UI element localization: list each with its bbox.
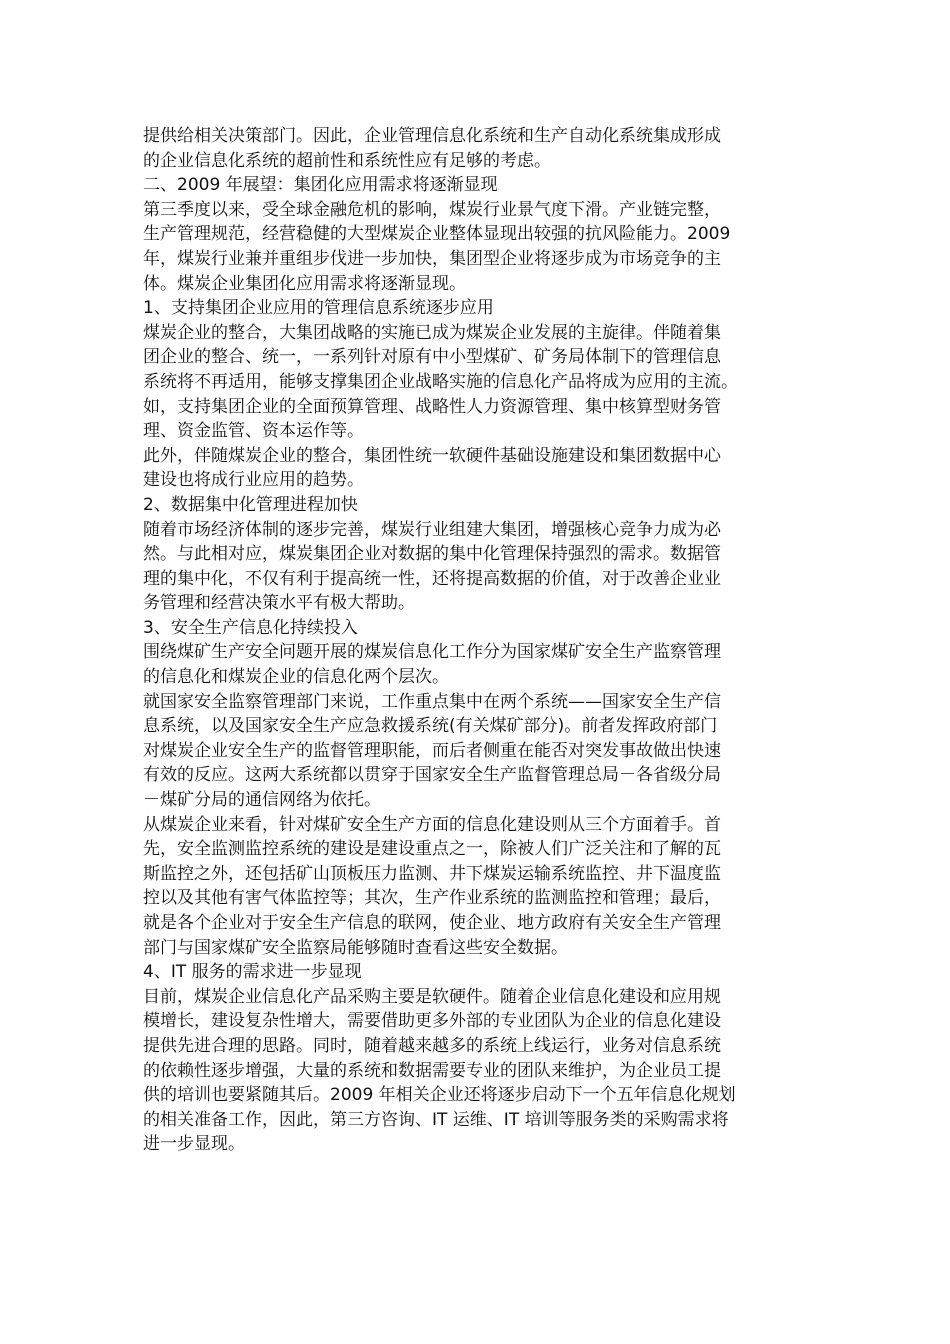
- text-line: 务管理和经营决策水平有极大帮助。: [143, 593, 415, 614]
- text-line: 年，煤炭行业兼并重组步伐进一步加快，集团型企业将逐步成为市场竞争的主: [143, 248, 721, 269]
- text-line: 提供给相关决策部门。因此，企业管理信息化系统和生产自动化系统集成形成: [143, 126, 721, 146]
- text-line: 随着市场经济体制的逐步完善，煤炭行业组建大集团，增强核心竞争力成为必: [143, 519, 721, 540]
- text-line: 煤炭企业的整合，大集团战略的实施已成为煤炭企业发展的主旋律。伴随着集: [143, 322, 721, 343]
- subsection-heading: 1、支持集团企业应用的管理信息系统逐步应用: [143, 298, 494, 319]
- text-line: 的信息化和煤炭企业的信息化两个层次。: [143, 667, 449, 688]
- text-line: 就国家安全监察管理部门来说，工作重点集中在两个系统——国家安全生产信: [143, 691, 721, 712]
- text-line: 理、资金监管、资本运作等。: [143, 421, 364, 442]
- text-line: 建设也将成行业应用的趋势。: [143, 470, 364, 491]
- text-line: 模增长，建设复杂性增大，需要借助更多外部的专业团队为企业的信息化建设: [143, 1011, 721, 1032]
- text-line: 系统将不再适用，能够支撑集团企业战略实施的信息化产品将成为应用的主流。: [143, 371, 738, 392]
- text-line: 从煤炭企业来看，针对煤矿安全生产方面的信息化建设则从三个方面着手。首: [143, 814, 721, 835]
- text-line: 息系统，以及国家安全生产应急救援系统(有关煤矿部分)。前者发挥政府部门: [143, 716, 718, 737]
- text-line: 控以及其他有害气体监控等；其次，生产作业系统的监测监控和管理；最后，: [143, 888, 721, 909]
- subsection-heading: 4、IT 服务的需求进一步显现: [143, 962, 362, 983]
- text-line: 先，安全监测监控系统的建设是建设重点之一，除被人们广泛关注和了解的瓦: [143, 839, 721, 860]
- document-page: [143, 124, 811, 1182]
- subsection-heading: 3、安全生产信息化持续投入: [143, 617, 358, 638]
- text-line: 生产管理规范，经营稳健的大型煤炭企业整体显现出较强的抗风险能力。2009: [143, 224, 731, 245]
- section-heading: 二、2009 年展望：集团化应用需求将逐渐显现: [143, 175, 498, 196]
- text-line: 进一步显现。: [143, 1134, 245, 1155]
- text-line: －煤矿分局的通信网络为依托。: [143, 790, 381, 811]
- text-line: 体。煤炭企业集团化应用需求将逐渐显现。: [143, 273, 466, 294]
- text-line: 对煤炭企业安全生产的监督管理职能，而后者侧重在能否对突发事故做出快速: [143, 740, 721, 761]
- text-line: 第三季度以来，受全球金融危机的影响，煤炭行业景气度下滑。产业链完整，: [143, 199, 721, 220]
- text-line: 部门与国家煤矿安全监察局能够随时查看这些安全数据。: [143, 937, 568, 958]
- text-line: 理的集中化，不仅有利于提高统一性，还将提高数据的价值，对于改善企业业: [143, 568, 721, 589]
- text-line: 的依赖性逐步增强，大量的系统和数据需要专业的团队来维护，为企业员工提: [143, 1060, 721, 1081]
- text-line: [143, 1157, 811, 1182]
- text-line: 的相关准备工作，因此，第三方咨询、IT 运维、IT 培训等服务类的采购需求将: [143, 1109, 729, 1130]
- text-line: 围绕煤矿生产安全问题开展的煤炭信息化工作分为国家煤矿安全生产监察管理: [143, 642, 721, 663]
- text-line: 斯监控之外，还包括矿山顶板压力监测、井下煤炭运输系统监控、井下温度监: [143, 863, 721, 884]
- text-line: 团企业的整合、统一，一系列针对原有中小型煤矿、矿务局体制下的管理信息: [143, 347, 721, 368]
- text-line: 然。与此相对应，煤炭集团企业对数据的集中化管理保持强烈的需求。数据管: [143, 544, 721, 565]
- text-line: 有效的反应。这两大系统都以贯穿于国家安全生产监督管理总局－各省级分局: [143, 765, 721, 786]
- text-line: 供的培训也要紧随其后。2009 年相关企业还将逐步启动下一个五年信息化规划: [143, 1085, 736, 1106]
- text-line: 提供先进合理的思路。同时，随着越来越多的系统上线运行，业务对信息系统: [143, 1035, 721, 1056]
- text-line: 此外，伴随煤炭企业的整合，集团性统一软硬件基础设施建设和集团数据中心: [143, 445, 721, 466]
- text-line: 的企业信息化系统的超前性和系统性应有足够的考虑。: [143, 150, 551, 171]
- text-line: 如，支持集团企业的全面预算管理、战略性人力资源管理、集中核算型财务管: [143, 396, 721, 417]
- subsection-heading: 2、数据集中化管理进程加快: [143, 494, 358, 515]
- text-line: 就是各个企业对于安全生产信息的联网，使企业、地方政府有关安全生产管理: [143, 913, 721, 933]
- text-line: 目前，煤炭企业信息化产品采购主要是软硬件。随着企业信息化建设和应用规: [143, 986, 721, 1007]
